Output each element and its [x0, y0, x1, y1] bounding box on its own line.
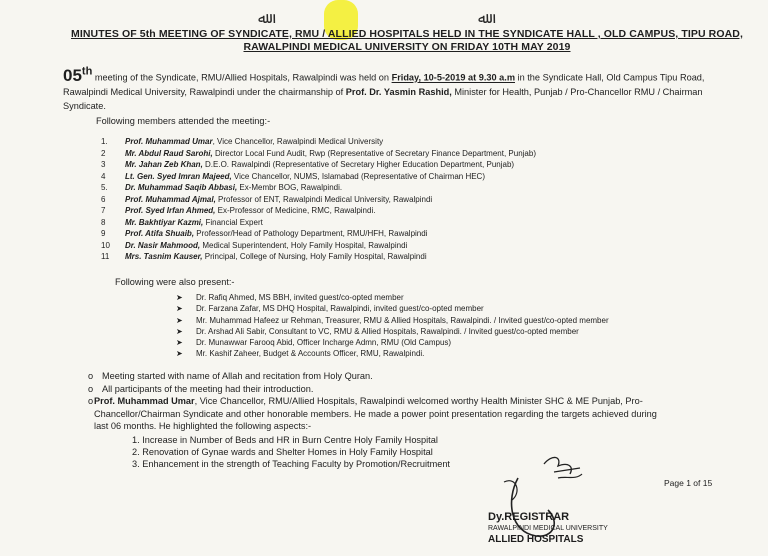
ordinal: 05th: [63, 65, 93, 85]
aspect-item: 2. Renovation of Gynae wards and Shelter Homes in Holy Family Hospital: [132, 447, 433, 457]
monogram-left-icon: ﷲ: [258, 9, 267, 27]
arrow-bullet-icon: ➤: [176, 338, 183, 348]
proceedings-list: [88, 370, 668, 433]
member-row: 2 Mr. Abdul Raud Sarohi, Director Local Fund Audit, Rwp (Representative of Secretary Finance Department, Punjab): [101, 148, 536, 158]
page-number: Page 1 of 15: [664, 478, 713, 488]
aspect-item: 1. Increase in Number of Beds and HR in Burn Centre Holy Family Hospital: [132, 435, 438, 445]
list-item: o Prof. Muhammad Umar, Vice Chancellor, RMU/Allied Hospitals, Rawalpindi welcomed worthy Health Minister SHC & ME Punjab, Pro-Chancellor/Chairman Syndicate and other honorable members. He made a power point presentation regarding the targets achieved during last 06 months. He highlighted the following aspects:-: [88, 396, 657, 431]
member-row: 5. Dr. Muhammad Saqib Abbasi, Ex-Membr BOG, Rawalpindi.: [101, 183, 343, 192]
member-row: 8 Mr. Bakhtiyar Kazmi, Financial Expert: [101, 217, 263, 227]
guests-list: [176, 292, 609, 360]
monogram-right-icon: ﷲ: [478, 9, 487, 27]
aspects-list: [132, 434, 450, 470]
guest-row: ➤ Mr. Muhammad Hafeez ur Rehman, Treasurer, RMU & Allied Hospitals, Rawalpindi. / Invited guest/co-opted member: [176, 315, 609, 325]
member-row: 3 Mr. Jahan Zeb Khan, D.E.O. Rawalpindi (Representative of Secretary Higher Education Department, Punjab): [101, 160, 515, 169]
member-row: 7 Prof. Syed Irfan Ahmed, Ex-Professor of Medicine, RMC, Rawalpindi.: [101, 206, 376, 215]
aspect-item: 3. Enhancement in the strength of Teaching Faculty by Promotion/Recruitment: [132, 459, 450, 469]
member-row: 10 Dr. Nasir Mahmood, Medical Superintendent, Holy Family Hospital, Rawalpindi: [101, 240, 408, 250]
arrow-bullet-icon: ➤: [176, 304, 183, 314]
guest-row: ➤ Dr. Arshad Ali Sabir, Consultant to VC, RMU & Allied Hospitals, Rawalpindi. / Invited guest/co-opted member: [176, 326, 579, 336]
present-heading: Following were also present:-: [115, 277, 235, 287]
list-item: o Meeting started with name of Allah and recitation from Holy Quran.: [88, 371, 373, 381]
member-row: 1. Prof. Muhammad Umar, Vice Chancellor, Rawalpindi Medical University: [101, 137, 384, 146]
member-row: 9 Prof. Atifa Shuaib, Professor/Head of Pathology Department, RMU/HFH, Rawalpindi: [101, 229, 428, 238]
arrow-bullet-icon: ➤: [176, 326, 183, 336]
guest-row: ➤ Dr. Munawwar Farooq Abid, Officer Incharge Admn, RMU (Old Campus): [176, 338, 452, 348]
arrow-bullet-icon: ➤: [176, 315, 183, 325]
chair-name: Prof. Dr. Yasmin Rashid,: [345, 86, 452, 97]
page-title: MINUTES OF 5th MEETING OF SYNDICATE, RMU / ALLIED HOSPITALS HELD IN THE SYNDICATE HALL , OLD CAMPUS, TIPU ROAD, RAWALPINDI MEDICAL UNIVERSITY ON FRIDAY 10TH MAY 2019: [70, 28, 744, 53]
member-row: 4 Lt. Gen. Syed Imran Majeed, Vice Chancellor, NUMS, Islamabad (Representative of Chairman HEC): [101, 171, 485, 181]
arrow-bullet-icon: ➤: [176, 349, 183, 359]
meeting-date: Friday, 10-5-2019 at 9.30 a.m: [391, 72, 515, 83]
guest-row: ➤ Mr. Kashif Zaheer, Budget & Accounts Officer, RMU, Rawalpindi.: [176, 349, 425, 359]
attended-heading: Following members attended the meeting:-: [96, 116, 271, 126]
members-list: [101, 136, 536, 263]
list-item: o All participants of the meeting had their introduction.: [88, 383, 314, 394]
intro-paragraph: 05th meeting of the Syndicate, RMU/Allied Hospitals, Rawalpindi was held on Friday, 10-5-2019 at 9.30 a.m in the Syndicate Hall, Old Campus Tipu Road, Rawalpindi Medical University, Rawalpindi under the chairmanship of Prof. Dr. Yasmin Rashid, Minister for Health, Punjab / Pro-Chancellor RMU / Chairman Syndicate.: [63, 65, 705, 111]
guest-row: ➤ Dr. Farzana Zafar, MS DHQ Hospital, Rawalpindi, invited guest/co-opted member: [176, 304, 484, 314]
member-row: 11 Mrs. Tasnim Kauser, Principal, College of Nursing, Holy Family Hospital, Rawalpindi: [101, 252, 427, 261]
registrar-stamp: Dy.REGISTRAR RAWALPINDI MEDICAL UNIVERSITY ALLIED HOSPITALS: [488, 511, 608, 545]
arrow-bullet-icon: ➤: [176, 293, 183, 302]
member-row: 6 Prof. Muhammad Ajmal, Professor of ENT, Rawalpindi Medical University, Rawalpindi: [101, 194, 433, 204]
guest-row: ➤ Dr. Rafiq Ahmed, MS BBH, invited guest/co-opted member: [176, 293, 404, 302]
